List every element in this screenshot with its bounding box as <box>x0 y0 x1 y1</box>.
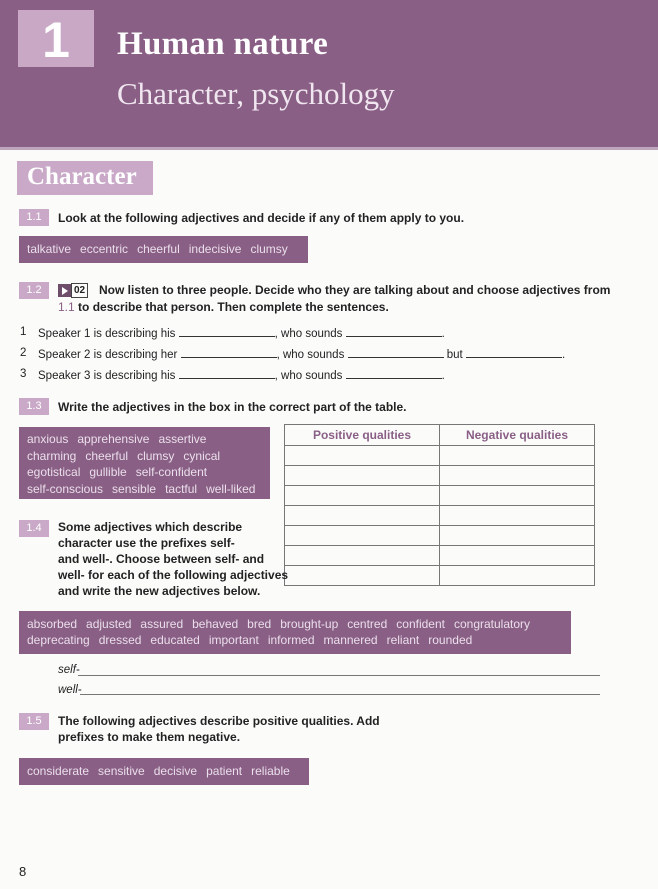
word: anxious <box>27 432 69 446</box>
word: tactful <box>165 481 198 496</box>
word: congratulatory <box>453 617 531 631</box>
exercise-1-3-instruction: Write the adjectives in the box in the correct part of the table. <box>58 400 407 414</box>
answer-blank[interactable] <box>179 368 275 379</box>
word: important <box>208 633 259 647</box>
table-header-positive: Positive qualities <box>285 425 440 446</box>
instruction-line: character use the prefixes self- <box>58 536 235 550</box>
answer-blank[interactable] <box>346 326 442 337</box>
sentence-text: , who sounds <box>274 370 343 382</box>
word: apprehensive <box>77 432 150 446</box>
word-row <box>27 616 571 632</box>
table-header-negative: Negative qualities <box>440 425 595 446</box>
word: clumsy <box>250 242 288 256</box>
sentence-text: . <box>441 328 445 340</box>
word: self-conscious <box>27 481 104 496</box>
answer-blank[interactable] <box>179 326 275 337</box>
table-cell[interactable] <box>285 446 440 466</box>
answer-line-well[interactable] <box>80 694 600 695</box>
answer-blank[interactable] <box>466 347 562 358</box>
exercise-1-2-instruction-line2 <box>58 299 389 315</box>
track-number: 02 <box>71 283 88 298</box>
exercise-1-1-instruction: Look at the following adjectives and decide if any of them apply to you. <box>58 211 465 225</box>
answer-label-well: well- <box>58 684 82 696</box>
word: reliant <box>386 633 420 647</box>
sentence-text: . <box>561 349 566 361</box>
exercise-1-2-instruction-line1: Now listen to three people. Decide who they are talking about and choose adjectives from <box>99 283 611 297</box>
exercise-number-1-4: 1.4 <box>19 520 49 537</box>
word: dressed <box>98 633 142 647</box>
table-cell[interactable] <box>285 466 440 486</box>
table-row <box>285 546 595 566</box>
word: rounded <box>428 633 473 647</box>
sentence-1 <box>38 326 458 340</box>
sentence-number: 1 <box>20 326 27 338</box>
play-icon <box>58 284 71 297</box>
word: cynical <box>183 448 221 463</box>
table-cell[interactable] <box>285 506 440 526</box>
word: cheerful <box>137 242 180 256</box>
sentence-number: 2 <box>20 347 27 359</box>
exercise-1-4-instruction <box>58 519 288 599</box>
word-row <box>27 431 270 448</box>
word: cheerful <box>85 448 129 463</box>
word: educated <box>150 633 200 647</box>
word-box-1-1 <box>19 236 308 263</box>
word: sensitive <box>98 764 145 778</box>
word: gullible <box>89 465 127 479</box>
sentence-row <box>20 347 26 359</box>
word-row <box>27 481 270 498</box>
word: assertive <box>158 432 207 446</box>
table-row <box>285 446 595 466</box>
exercise-number-1-5: 1.5 <box>19 713 49 730</box>
word: assured <box>140 617 184 631</box>
word-box-1-3 <box>19 427 270 499</box>
instruction-line: prefixes to make them negative. <box>58 730 241 744</box>
sentence-text: , who sounds <box>276 349 345 361</box>
word: eccentric <box>80 242 129 256</box>
table-cell[interactable] <box>440 526 595 546</box>
sentence-text: Speaker 1 is describing his <box>38 328 176 340</box>
word-box-1-5 <box>19 758 309 785</box>
table-header-row <box>285 425 595 446</box>
answer-blank[interactable] <box>181 347 277 358</box>
word: talkative <box>27 242 72 256</box>
table-row <box>285 486 595 506</box>
word: absorbed <box>27 617 78 631</box>
instruction-line: Some adjectives which describe <box>58 520 243 534</box>
word: behaved <box>192 617 239 631</box>
unit-number: 1 <box>42 12 70 68</box>
exercise-reference: 1.1 <box>58 300 75 314</box>
exercise-number-1-3: 1.3 <box>19 398 49 415</box>
word: informed <box>267 633 315 647</box>
answer-label-self: self- <box>58 664 80 676</box>
exercise-1-5-instruction <box>58 713 380 745</box>
page-number: 8 <box>19 864 27 879</box>
table-row <box>285 466 595 486</box>
sentence-2 <box>38 347 578 361</box>
table-cell[interactable] <box>285 526 440 546</box>
unit-title: Human nature <box>117 26 329 62</box>
table-row <box>285 506 595 526</box>
word: mannered <box>323 633 378 647</box>
table-cell[interactable] <box>440 446 595 466</box>
word: bred <box>247 617 272 631</box>
word: decisive <box>153 764 198 778</box>
sentence-text: . <box>441 370 445 382</box>
table-cell[interactable] <box>440 466 595 486</box>
instruction-line: The following adjectives describe positive qualities. Add <box>58 714 380 728</box>
word: patient <box>206 764 243 778</box>
word-row <box>27 448 270 465</box>
word: deprecating <box>27 633 90 647</box>
answer-blank[interactable] <box>346 368 442 379</box>
word-box-1-4 <box>19 611 571 654</box>
table-cell[interactable] <box>440 546 595 566</box>
answer-line-self[interactable] <box>78 675 600 676</box>
word: centred <box>347 617 388 631</box>
word-row <box>27 464 270 481</box>
table-cell[interactable] <box>285 566 440 586</box>
sentence-text: Speaker 3 is describing his <box>38 370 176 382</box>
table-cell[interactable] <box>440 486 595 506</box>
word: adjusted <box>86 617 132 631</box>
sentence-3 <box>38 368 458 382</box>
word: self-confident <box>135 465 208 479</box>
exercise-number-1-1: 1.1 <box>19 209 49 226</box>
word: well-liked <box>206 481 256 496</box>
sentence-row <box>20 326 26 338</box>
sentence-text: Speaker 2 is describing her <box>38 349 178 361</box>
instruction-line: and well-. Choose between self- and <box>58 552 265 566</box>
instruction-text: to describe that person. Then complete the sentences. <box>78 300 389 314</box>
table-row <box>285 566 595 586</box>
sentence-row <box>20 368 26 380</box>
table-cell[interactable] <box>285 486 440 506</box>
word: considerate <box>27 764 90 778</box>
word: brought-up <box>280 617 339 631</box>
section-title: Character <box>27 163 137 190</box>
sentence-text: , who sounds <box>274 328 343 340</box>
audio-track-marker[interactable] <box>58 282 88 300</box>
table-cell[interactable] <box>285 546 440 566</box>
word: charming <box>27 448 77 463</box>
table-cell[interactable] <box>440 506 595 526</box>
sentence-text: but <box>446 349 463 361</box>
unit-header-banner <box>0 0 658 147</box>
instruction-line: well- for each of the following adjectives <box>58 568 289 582</box>
word: egotistical <box>27 465 81 479</box>
qualities-table <box>284 424 595 586</box>
word: reliable <box>251 764 290 778</box>
word: confident <box>396 617 445 631</box>
answer-blank[interactable] <box>348 347 444 358</box>
sentence-number: 3 <box>20 368 27 380</box>
word: sensible <box>112 481 157 496</box>
word: clumsy <box>137 448 175 463</box>
instruction-line: and write the new adjectives below. <box>58 584 261 598</box>
word-row <box>27 632 571 648</box>
exercise-number-1-2: 1.2 <box>19 282 49 299</box>
table-cell[interactable] <box>440 566 595 586</box>
word: indecisive <box>188 242 242 256</box>
header-divider <box>0 147 658 150</box>
table-row <box>285 526 595 546</box>
unit-subtitle: Character, psychology <box>117 76 395 111</box>
